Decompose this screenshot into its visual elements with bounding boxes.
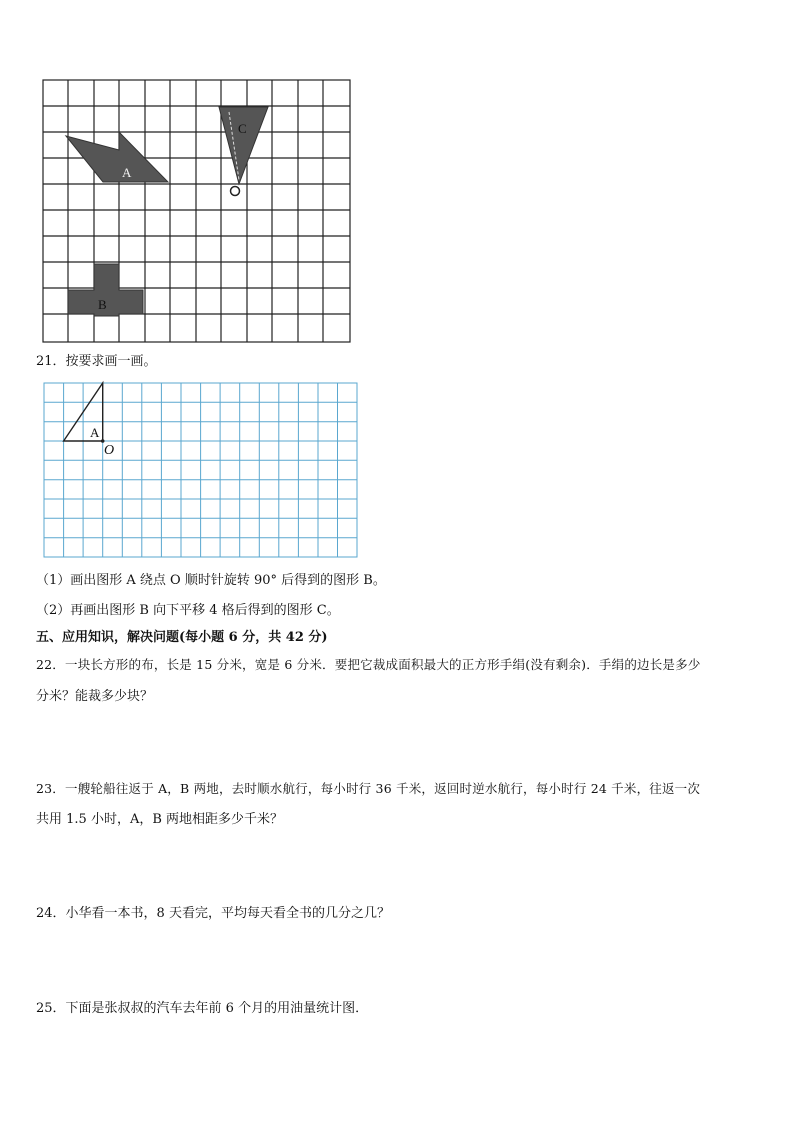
blue-grid [44, 383, 357, 557]
q21-task-2: （2）再画出图形 B 向下平移 4 格后得到的图形 C。 [36, 603, 340, 618]
q25-line-1: 25．下面是张叔叔的汽车去年前 6 个月的用油量统计图． [36, 1001, 369, 1016]
q23-line-2: 共用 1.5 小时，A，B 两地相距多少千米？ [36, 812, 284, 827]
q22-line-2: 分米？能裁多少块？ [36, 689, 154, 704]
q21-task-1: （1）画出图形 A 绕点 O 顺时针旋转 90° 后得到的图形 B。 [36, 573, 386, 588]
q24-line-1: 24．小华看一本书，8 天看完，平均每天看全书的几分之几？ [36, 906, 390, 921]
section-5-heading: 五、应用知识，解决问题(每小题 6 分，共 42 分) [36, 630, 328, 645]
shape-c-label: C [238, 121, 247, 136]
q21-heading: 21．按要求画一画。 [36, 354, 157, 369]
rotation-center-label: O [104, 443, 115, 458]
q23-line-1: 23．一艘轮船往返于 A，B 两地，去时顺水航行，每小时行 36 千米，返回时逆水航行，每小时行 24 千米，往返一次 [36, 781, 701, 796]
triangle-a-label: A [90, 425, 100, 440]
point-o-marker [231, 187, 240, 196]
shape-a [66, 132, 168, 182]
q22-line-1: 22．一块长方形的布，长是 15 分米，宽是 6 分米．要把它裁成面积最大的正方形手绢(没有剩余)．手绢的边长是多少 [36, 657, 701, 672]
shape-a-label: A [122, 165, 132, 180]
shape-b-label: B [98, 297, 107, 312]
rotation-grid-figure [0, 378, 794, 563]
shape-c [219, 107, 268, 184]
transformation-grid-figure [0, 0, 794, 350]
